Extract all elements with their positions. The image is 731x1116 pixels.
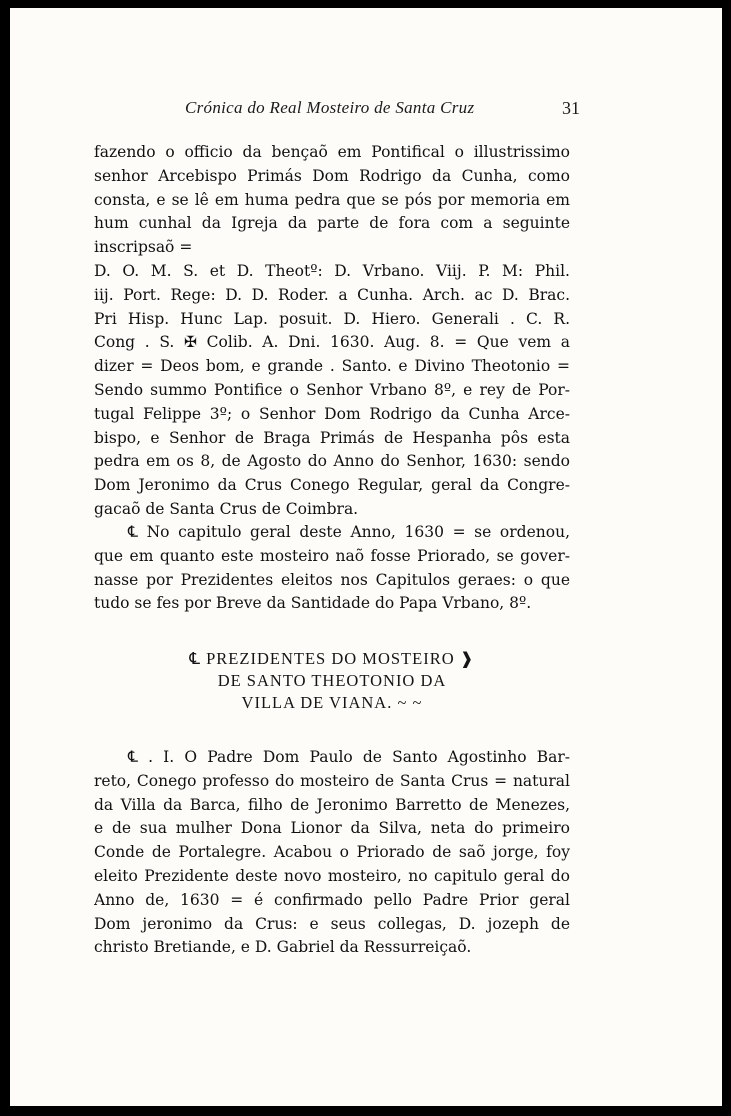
text-line: gacaõ de Santa Crus de Coimbra. [94,499,359,518]
text-line: christo Bretiande, e D. Gabriel da Ressurreiçaõ. [94,938,472,957]
paragraph-capitulo-geral [94,521,570,616]
running-title: Crónica do Real Mosteiro de Santa Cruz [185,98,475,117]
text-line: Conde de Portalegre. Acabou o Priorado de saõ jorge, foy [94,843,570,862]
text-line: inscripsaõ = [94,238,193,257]
text-line: ℄ No capitulo geral deste Anno, 1630 = se ordenou, [128,523,570,541]
text-line: senhor Arcebispo Primás Dom Rodrigo da Cunha, como [94,166,570,185]
text-line: Dom jeronimo da Crus: e seus collegas, D. jozeph de [94,914,570,933]
text-line: pedra em os 8, de Agosto do Anno do Senhor, 1630: sendo [94,452,570,471]
heading-line: VILLA DE VIANA. ~ ~ [241,693,423,712]
text-line: e de sua mulher Dona Lionor da Silva, neta do primeiro [94,819,570,838]
page-number: 31 [562,98,580,118]
heading-line: ℄ PREZIDENTES DO MOSTEIRO ❱ [189,649,475,668]
text-line: Pri Hisp. Hunc Lap. posuit. D. Hiero. Generali . C. R. [94,309,570,328]
text-line: ℄ . I. O Padre Dom Paulo de Santo Agostinho Bar- [128,748,570,766]
text-line: dizer = Deos bom, e grande . Santo. e Divino Theotonio = [94,357,570,376]
text-line: fazendo o officio da bençaõ em Pontifical o illustrissimo [94,143,570,161]
text-line: da Villa da Barca, filho de Jeronimo Barretto de Menezes, [94,795,570,814]
text-line: reto, Conego professo do mosteiro de Santa Crus = natural [94,771,570,790]
text-line: iij. Port. Rege: D. D. Roder. a Cunha. Arch. ac D. Brac. [94,285,570,304]
page-header [100,98,580,122]
text-line: Anno de, 1630 = é confirmado pello Padre Prior geral [94,890,570,909]
text-line: consta, e se lê em huma pedra que se pós por memoria em [94,190,570,209]
book-page [10,8,722,1106]
text-line: tudo se fes por Breve da Santidade do Papa Vrbano, 8º. [94,594,532,613]
text-line: Cong . S. ✠ Colib. A. Dni. 1630. Aug. 8. = Que vem a [94,333,570,352]
text-line: tugal Felippe 3º; o Senhor Dom Rodrigo da Cunha Arce- [94,404,570,423]
text-line: hum cunhal da Igreja da parte de fora com a seguinte [94,214,570,233]
text-line: D. O. M. S. et D. Theotº: D. Vrbano. Viij. P. M: Phil. [94,261,570,280]
text-line: Dom Jeronimo da Crus Conego Regular, geral da Congre- [94,476,570,495]
text-line: eleito Prezidente deste novo mosteiro, no capitulo geral do [94,866,570,885]
text-line: nasse por Prezidentes eleitos nos Capitulos geraes: o que [94,570,570,589]
section-heading [94,648,570,714]
heading-line: DE SANTO THEOTONIO DA [217,671,447,690]
paragraph-presidente-1 [94,746,570,960]
text-line: Sendo summo Pontifice o Senhor Vrbano 8º, e rey de Por- [94,380,570,399]
text-line: bispo, e Senhor de Braga Primás de Hespanha pôs esta [94,428,570,447]
text-line: que em quanto este mosteiro naõ fosse Priorado, se gover- [94,546,570,565]
paragraph-inscription [94,141,570,522]
